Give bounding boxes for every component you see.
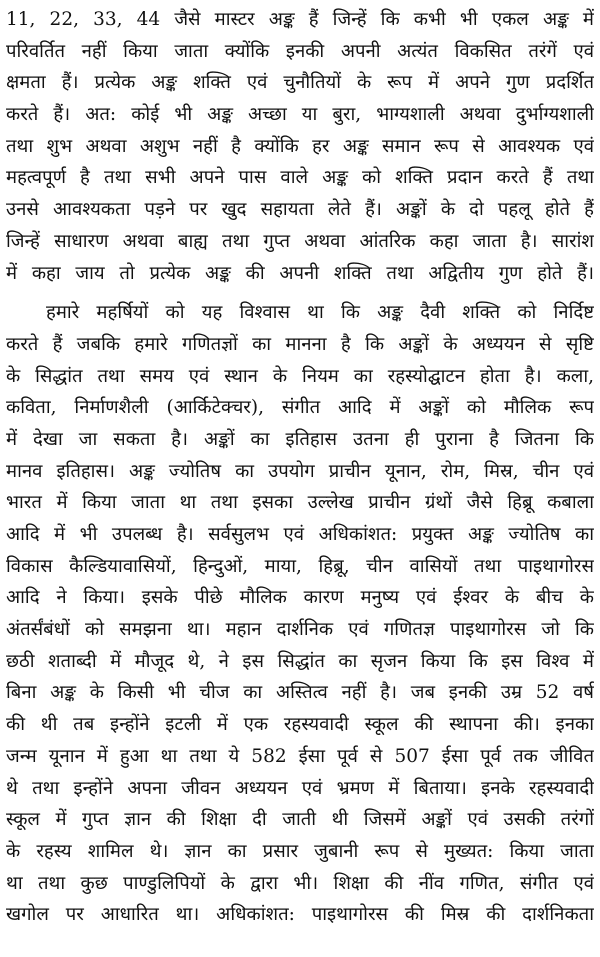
text-line: छठी शताब्दी में मौजूद थे, ने इस सिद्धांत का सृजन किया कि इस विश्व में xyxy=(6,650,594,672)
text-line: में देखा जा सकता है। अङ्कों का इतिहास उतना ही पुराना है जितना कि xyxy=(6,428,594,450)
text-line: 11, 22, 33, 44 जैसे मास्टर अङ्क हैं जिन्हें कि कभी भी एकल अङ्क में xyxy=(6,9,594,30)
text-line: जिन्हें साधारण अथवा बाह्य तथा गुप्त अथवा आंतरिक कहा जाता है। सारांश xyxy=(6,230,594,252)
text-line: परिवर्तित नहीं किया जाता क्योंकि इनकी अपनी अत्यंत विकसित तरंगें एवं xyxy=(6,40,594,62)
text-line: के रहस्य शामिल थे। ज्ञान का प्रसार जुबानी रूप से मुख्यत: किया जाता xyxy=(6,840,594,862)
text-line: कविता, निर्माणशैली (आर्किटेक्चर), संगीत आदि में अङ्कों को मौलिक रूप xyxy=(6,397,594,419)
text-line: खगोल पर आधारित था। अधिकांशत: पाइथागोरस की मिस्र की दार्शनिकता xyxy=(6,904,594,926)
text-line: आदि में भी उपलब्ध है। सर्वसुलभ एवं अधिकांशत: प्रयुक्त अङ्क ज्योतिष का xyxy=(6,524,594,545)
text-line: के सिद्धांत तथा समय एवं स्थान के नियम का रहस्योद्घाटन होता है। कला, xyxy=(6,365,594,387)
text-line: तथा शुभ अथवा अशुभ नहीं है क्योंकि हर अङ्क समान रूप से आवश्यक एवं xyxy=(6,135,594,157)
text-line: भारत में किया जाता था तथा इसका उल्लेख प्राचीन ग्रंथों जैसे हिब्रू कबाला xyxy=(6,492,594,514)
text-line: उनसे आवश्यकता पड़ने पर खुद सहायता लेते हैं। अङ्कों के दो पहलू होते हैं xyxy=(6,199,594,221)
document-page xyxy=(6,4,594,931)
text-line: करते हैं। अत: कोई भी अङ्क अच्छा या बुरा, भाग्यशाली अथवा दुर्भाग्यशाली xyxy=(6,104,594,126)
text-line: थे तथा इन्होंने अपना जीवन अध्ययन एवं भ्रमण में बिताया। इनके रहस्यवादी xyxy=(6,777,594,799)
paragraph-history-numerology xyxy=(6,297,594,931)
text-line: अंतर्संबंधों को समझना था। महान दार्शनिक एवं गणितज्ञ पाइथागोरस जो कि xyxy=(6,619,594,641)
text-line: विकास कैल्डियावासियों, हिन्दुओं, माया, हिब्रू, चीन वासियों तथा पाइथागोरस xyxy=(6,555,594,577)
text-line: जन्म यूनान में हुआ था तथा ये 582 ईसा पूर्व से 507 ईसा पूर्व तक जीवित xyxy=(6,745,594,767)
text-line: महत्वपूर्ण है तथा सभी अपने पास वाले अङ्क को शक्ति प्रदान करते हैं तथा xyxy=(6,167,594,189)
text-line: करते हैं जबकि हमारे गणितज्ञों का मानना है कि अङ्कों के अध्ययन से सृष्टि xyxy=(6,333,594,355)
text-line: क्षमता हैं। प्रत्येक अङ्क शक्ति एवं चुनौतियों के रूप में अपने गुण प्रदर्शित xyxy=(6,72,594,94)
text-line: मानव इतिहास। अङ्क ज्योतिष का उपयोग प्राचीन यूनान, रोम, मिस्र, चीन एवं xyxy=(6,460,594,482)
text-line: था तथा कुछ पाण्डुलिपियों के द्वारा भी। शिक्षा की नींव गणित, संगीत एवं xyxy=(6,872,594,894)
text-line: स्कूल में गुप्त ज्ञान की शिक्षा दी जाती थी जिसमें अङ्कों एवं उसकी तरंगों xyxy=(6,809,594,831)
text-line: आदि ने किया। इसके पीछे मौलिक कारण मनुष्य एवं ईश्वर के बीच के xyxy=(6,587,594,609)
text-line: बिना अङ्क के किसी भी चीज का अस्तित्व नहीं है। जब इनकी उम्र 52 वर्ष xyxy=(6,682,594,704)
text-line: हमारे महर्षियों को यह विश्वास था कि अङ्क दैवी शक्ति को निर्दिष्ट xyxy=(46,302,594,324)
paragraph-master-numbers xyxy=(6,4,594,289)
text-line: की थी तब इन्होंने इटली में एक रहस्यवादी स्कूल की स्थापना की। इनका xyxy=(6,714,594,736)
text-line: में कहा जाय तो प्रत्येक अङ्क की अपनी शक्ति तथा अद्वितीय गुण होते हैं। xyxy=(6,262,594,284)
